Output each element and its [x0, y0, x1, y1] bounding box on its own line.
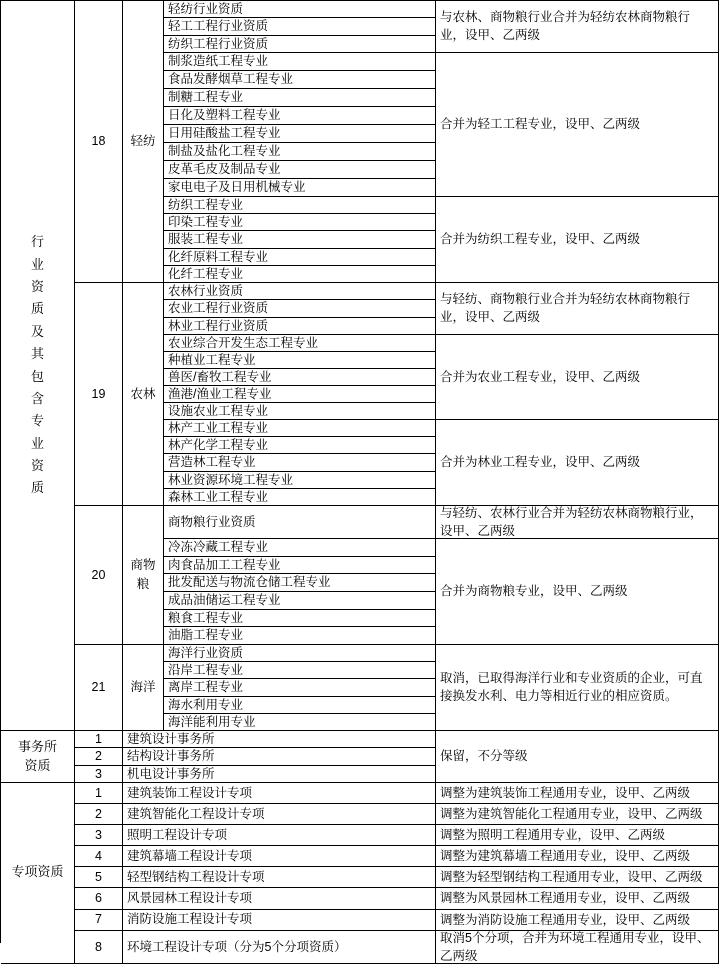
- special-name-cell: 消防设施工程设计专项: [123, 910, 436, 931]
- merge-group: [164, 53, 719, 197]
- firm-name-cell: 建筑设计事务所: [123, 731, 436, 748]
- note-cell: 与轻纺、农林行业合并为轻纺农林商物粮行业，设甲、乙两级: [436, 506, 719, 539]
- table-row: [75, 783, 719, 804]
- note-cell: 合并为商物粮专业，设甲、乙两级: [436, 539, 719, 645]
- row-number: 1: [75, 783, 123, 804]
- section-20-commerce-grain: [75, 506, 719, 645]
- section-groups: [164, 1, 719, 283]
- note-cell: 合并为轻工工程专业，设甲、乙两级: [436, 53, 719, 197]
- specialty-list: [164, 53, 436, 197]
- table-row: [75, 867, 719, 888]
- specialty-cell: 轻工工程行业资质: [164, 18, 436, 35]
- specialty-cell: 制糖工程专业: [164, 89, 436, 107]
- section-number-text: 18: [91, 134, 106, 149]
- specialty-cell: 营造林工程专业: [164, 454, 436, 471]
- band-label-industry: [1, 1, 75, 731]
- row-number: 8: [75, 931, 123, 964]
- special-name-cell: 风景园林工程设计专项: [123, 888, 436, 909]
- specialty-cell: 化纤原料工程专业: [164, 249, 436, 266]
- table-row: [75, 888, 719, 909]
- band-design-firms: [1, 731, 719, 783]
- specialty-list: [164, 420, 436, 506]
- table-row: [75, 766, 436, 783]
- merge-group: [164, 645, 719, 731]
- section-category: [123, 645, 164, 731]
- merge-group: [164, 539, 719, 645]
- band-label-text: 专项资质: [11, 864, 64, 880]
- special-name-cell: 轻型钢结构工程设计专项: [123, 867, 436, 888]
- note-cell: 调整为建筑装饰工程通用专业，设甲、乙两级: [436, 783, 719, 804]
- band-industry-content: [75, 1, 719, 731]
- specialty-cell: 兽医/畜牧工程专业: [164, 369, 436, 386]
- band-label-special: [1, 783, 75, 964]
- band-label-text: 事务所资质: [17, 738, 57, 774]
- specialty-list: [164, 539, 436, 645]
- specialty-list: [164, 283, 436, 335]
- note-cell: 保留，不分等级: [436, 731, 719, 783]
- specialty-list: [164, 335, 436, 420]
- specialty-cell: 设施农业工程专业: [164, 403, 436, 420]
- specialty-cell: 种植业工程专业: [164, 352, 436, 369]
- band-label-design-firms: [1, 731, 75, 783]
- note-cell: 与轻纺、商物粮行业合并为轻纺农林商物粮行业，设甲、乙两级: [436, 283, 719, 335]
- note-cell: 取消5个分项，合并为环境工程通用专业，设甲、乙两级: [436, 931, 719, 964]
- specialty-cell: 油脂工程专业: [164, 627, 436, 645]
- note-cell: 调整为消防设施工程通用专业，设甲、乙两级: [436, 910, 719, 931]
- merge-group: [164, 1, 719, 53]
- section-category-text: 轻纺: [130, 134, 156, 149]
- special-name-cell: 建筑装饰工程设计专项: [123, 783, 436, 804]
- specialty-cell: 化纤工程专业: [164, 266, 436, 283]
- section-number-text: 20: [91, 567, 106, 582]
- row-number: 6: [75, 888, 123, 909]
- note-cell: 合并为纺织工程专业，设甲、乙两级: [436, 197, 719, 283]
- specialty-cell: 森林工业工程专业: [164, 489, 436, 506]
- specialty-list: [164, 506, 436, 539]
- note-cell: 调整为轻型钢结构工程通用专业，设甲、乙两级: [436, 867, 719, 888]
- specialty-cell: 服装工程专业: [164, 231, 436, 248]
- section-18-textile-light: [75, 1, 719, 283]
- merge-group: [164, 197, 719, 283]
- specialty-cell: 农林行业资质: [164, 283, 436, 300]
- section-number: [75, 645, 123, 731]
- table-row: [75, 931, 719, 964]
- specialty-cell: 农业综合开发生态工程专业: [164, 335, 436, 352]
- section-number-text: 21: [91, 680, 106, 695]
- row-number: 4: [75, 846, 123, 867]
- specialty-cell: 粮食工程专业: [164, 610, 436, 628]
- specialty-cell: 林业资源环境工程专业: [164, 472, 436, 489]
- note-cell: 调整为照明工程通用专业，设甲、乙两级: [436, 825, 719, 846]
- specialty-cell: 纺织工程专业: [164, 197, 436, 214]
- table-row: [75, 731, 436, 748]
- note-cell: 调整为建筑幕墙工程通用专业，设甲、乙两级: [436, 846, 719, 867]
- table-row: [75, 825, 719, 846]
- section-groups: [164, 645, 719, 731]
- specialty-list: [164, 197, 436, 283]
- section-category: [123, 283, 164, 506]
- note-cell: 与农林、商物粮行业合并为轻纺农林商物粮行业，设甲、乙两级: [436, 1, 719, 53]
- row-number: 1: [75, 731, 123, 748]
- table-row: [75, 910, 719, 931]
- table-row: [75, 748, 436, 765]
- section-category: [123, 1, 164, 283]
- firm-name-cell: 机电设计事务所: [123, 766, 436, 783]
- row-number: 5: [75, 867, 123, 888]
- specialty-cell: 林产工业工程专业: [164, 420, 436, 437]
- band-design-firms-content: [75, 731, 719, 783]
- specialty-cell: 制盐及盐化工程专业: [164, 143, 436, 161]
- special-name-cell: 照明工程设计专项: [123, 825, 436, 846]
- section-number-text: 19: [91, 386, 106, 401]
- specialty-cell: 海洋行业资质: [164, 645, 436, 662]
- specialty-cell: 批发配送与物流仓储工程专业: [164, 574, 436, 592]
- specialty-cell: 日用硅酸盐工程专业: [164, 125, 436, 143]
- specialty-cell: 海水利用专业: [164, 697, 436, 714]
- section-21-ocean: [75, 645, 719, 731]
- row-number: 2: [75, 804, 123, 825]
- specialty-cell: 渔港/渔业工程专业: [164, 386, 436, 403]
- merge-group: [164, 283, 719, 335]
- specialty-cell: 印染工程专业: [164, 214, 436, 231]
- row-number: 3: [75, 766, 123, 783]
- note-cell: 合并为农业工程专业，设甲、乙两级: [436, 335, 719, 420]
- specialty-cell: 纺织工程行业资质: [164, 36, 436, 53]
- firm-name-cell: 结构设计事务所: [123, 748, 436, 765]
- special-name-cell: 建筑幕墙工程设计专项: [123, 846, 436, 867]
- specialty-cell: 沿岸工程专业: [164, 662, 436, 679]
- row-number: 7: [75, 910, 123, 931]
- specialty-cell: 成品油储运工程专业: [164, 592, 436, 610]
- note-cell: 调整为建筑智能化工程通用专业，设甲、乙两级: [436, 804, 719, 825]
- firm-rows: [75, 731, 436, 783]
- section-19-agriculture-forestry: [75, 283, 719, 506]
- specialty-cell: 农业工程行业资质: [164, 300, 436, 317]
- specialty-list: [164, 645, 436, 731]
- note-cell: 调整为风景园林工程通用专业，设甲、乙两级: [436, 888, 719, 909]
- section-number: [75, 283, 123, 506]
- note-cell: 合并为林业工程专业，设甲、乙两级: [436, 420, 719, 506]
- merge-group: [164, 506, 719, 539]
- specialty-cell: 食品发酵烟草工程专业: [164, 71, 436, 89]
- section-category: [123, 506, 164, 645]
- section-number: [75, 1, 123, 283]
- band-special-qualifications: [1, 783, 719, 964]
- specialty-cell: 轻纺行业资质: [164, 1, 436, 18]
- section-number: [75, 506, 123, 645]
- band-label-text: 行业资质及其包含专业资质: [30, 234, 44, 496]
- specialty-cell: 日化及塑料工程专业: [164, 107, 436, 125]
- specialty-list: [164, 1, 436, 53]
- specialty-cell: 家电电子及日用机械专业: [164, 179, 436, 197]
- section-groups: [164, 506, 719, 645]
- section-category-text: 海洋: [130, 680, 156, 694]
- merge-group: [164, 420, 719, 506]
- band-industry-qualifications: [1, 1, 719, 731]
- note-cell: 取消，已取得海洋行业和专业资质的企业，可直接换发水利、电力等相近行业的相应资质。: [436, 645, 719, 731]
- row-number: 3: [75, 825, 123, 846]
- specialty-cell: 冷冻冷藏工程专业: [164, 539, 436, 557]
- special-name-cell: 建筑智能化工程设计专项: [123, 804, 436, 825]
- special-name-cell: 环境工程设计专项（分为5个分项资质）: [123, 931, 436, 964]
- row-number: 2: [75, 748, 123, 765]
- section-category-text: 商物粮: [130, 558, 156, 591]
- specialty-cell: 林产化学工程专业: [164, 437, 436, 454]
- specialty-cell: 肉食品加工工程专业: [164, 557, 436, 575]
- specialty-cell: 制浆造纸工程专业: [164, 53, 436, 71]
- specialty-cell: 皮革毛皮及制品专业: [164, 161, 436, 179]
- table-row: [75, 846, 719, 867]
- specialty-cell: 林业工程行业资质: [164, 318, 436, 335]
- specialty-cell: 离岸工程专业: [164, 679, 436, 696]
- specialty-cell: 商物粮行业资质: [164, 506, 436, 539]
- section-category-text: 农林: [130, 386, 156, 401]
- specialty-cell: 海洋能利用专业: [164, 714, 436, 731]
- merge-group: [164, 335, 719, 420]
- band-special-content: [75, 783, 719, 964]
- table-row: [75, 804, 719, 825]
- section-groups: [164, 283, 719, 506]
